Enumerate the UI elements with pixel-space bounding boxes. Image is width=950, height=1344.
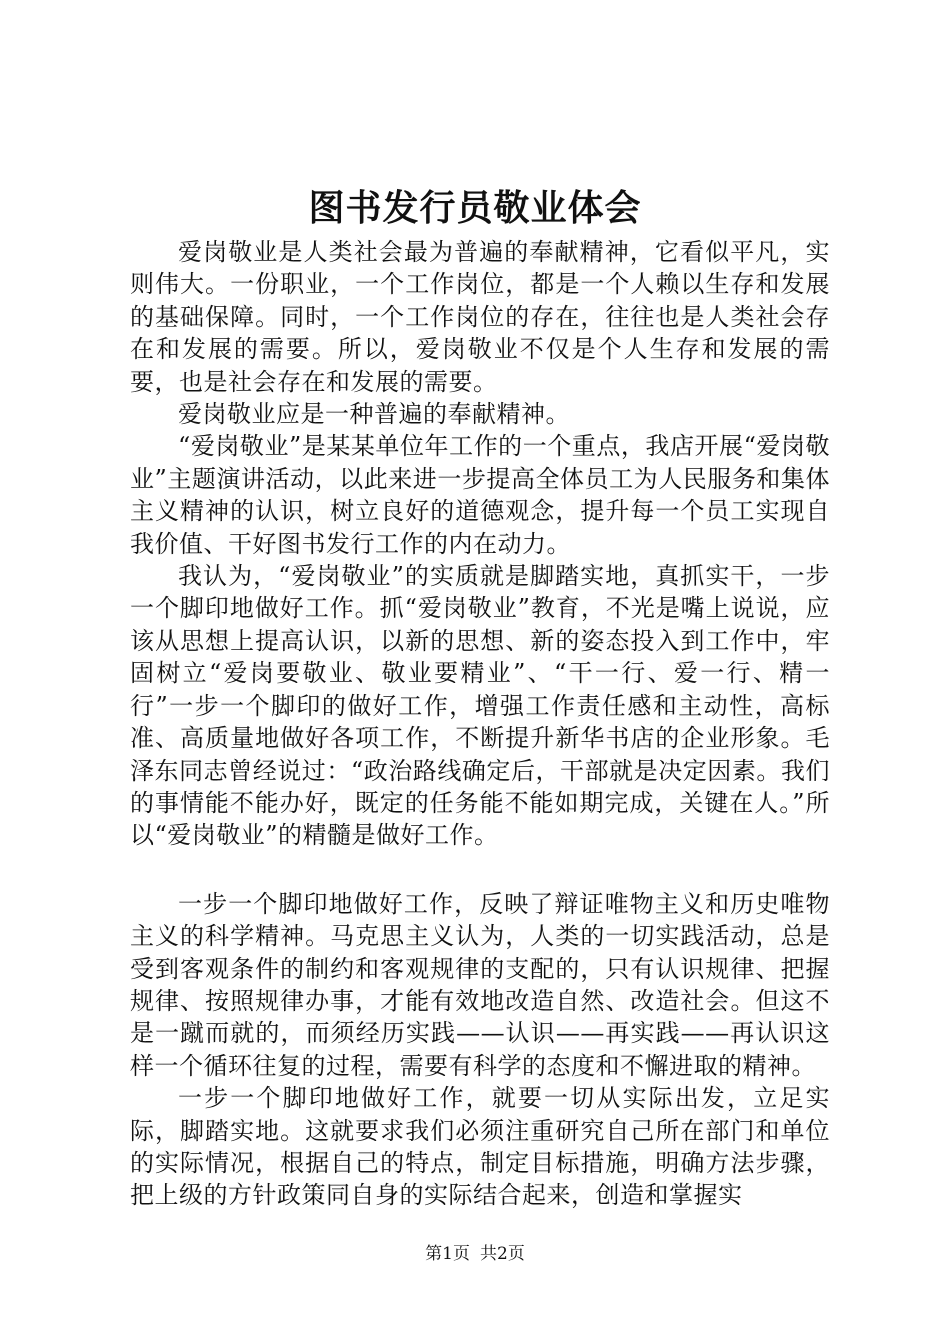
paragraph: “爱岗敬业”是某某单位年工作的一个重点，我店开展“爱岗敬业”主题演讲活动，以此来进一步提高全体员工为人民服务和集体主义精神的认识，树立良好的道德观念，提升每一个员工实现自我价值、干好图书发行工作的内在动力。 — [130, 432, 830, 558]
page-number: 第1页 — [425, 1244, 470, 1264]
document-title: 图书发行员敬业体会 — [308, 187, 642, 229]
document-body — [130, 236, 830, 1212]
paragraph: 一步一个脚印地做好工作，反映了辩证唯物主义和历史唯物主义的科学精神。马克思主义认为，人类的一切实践活动，总是受到客观条件的制约和客观规律的支配的，只有认识规律、把握规律、按照规律办事，才能有效地改造自然、改造社会。但这不是一蹴而就的，而须经历实践——认识——再实践——再认识这样一个循环往复的过程，需要有科学的态度和不懈进取的精神。 — [130, 889, 830, 1080]
page-total: 共2页 — [480, 1244, 525, 1264]
paragraph: 我认为，“爱岗敬业”的实质就是脚踏实地，真抓实干，一步一个脚印地做好工作。抓“爱岗敬业”教育，不光是嘴上说说，应该从思想上提高认识，以新的思想、新的姿态投入到工作中，牢固树立“爱岗要敬业、敬业要精业”、“干一行、爱一行、精一行”一步一个脚印的做好工作，增强工作责任感和主动性，高标准、高质量地做好各项工作，不断提升新华书店的企业形象。毛泽东同志曾经说过：“政治路线确定后，干部就是决定因素。我们的事情能不能办好，既定的任务能不能如期完成，关键在人。”所以“爱岗敬业”的精髓是做好工作。 — [130, 562, 830, 850]
paragraph: 一步一个脚印地做好工作，就要一切从实际出发，立足实际，脚踏实地。这就要求我们必须注重研究自己所在部门和单位的实际情况，根据自己的特点，制定目标措施，明确方法步骤，把上级的方针政策同自身的实际结合起来，创造和掌握实 — [130, 1084, 830, 1210]
page-footer — [0, 1243, 950, 1265]
paragraph: 爱岗敬业是人类社会最为普遍的奉献精神，它看似平凡，实则伟大。一份职业，一个工作岗位，都是一个人赖以生存和发展的基础保障。同时，一个工作岗位的存在，往往也是人类社会存在和发展的需要。所以，爱岗敬业不仅是个人生存和发展的需要，也是社会存在和发展的需要。 — [130, 238, 830, 396]
paragraph: 爱岗敬业应是一种普遍的奉献精神。 — [178, 400, 570, 429]
